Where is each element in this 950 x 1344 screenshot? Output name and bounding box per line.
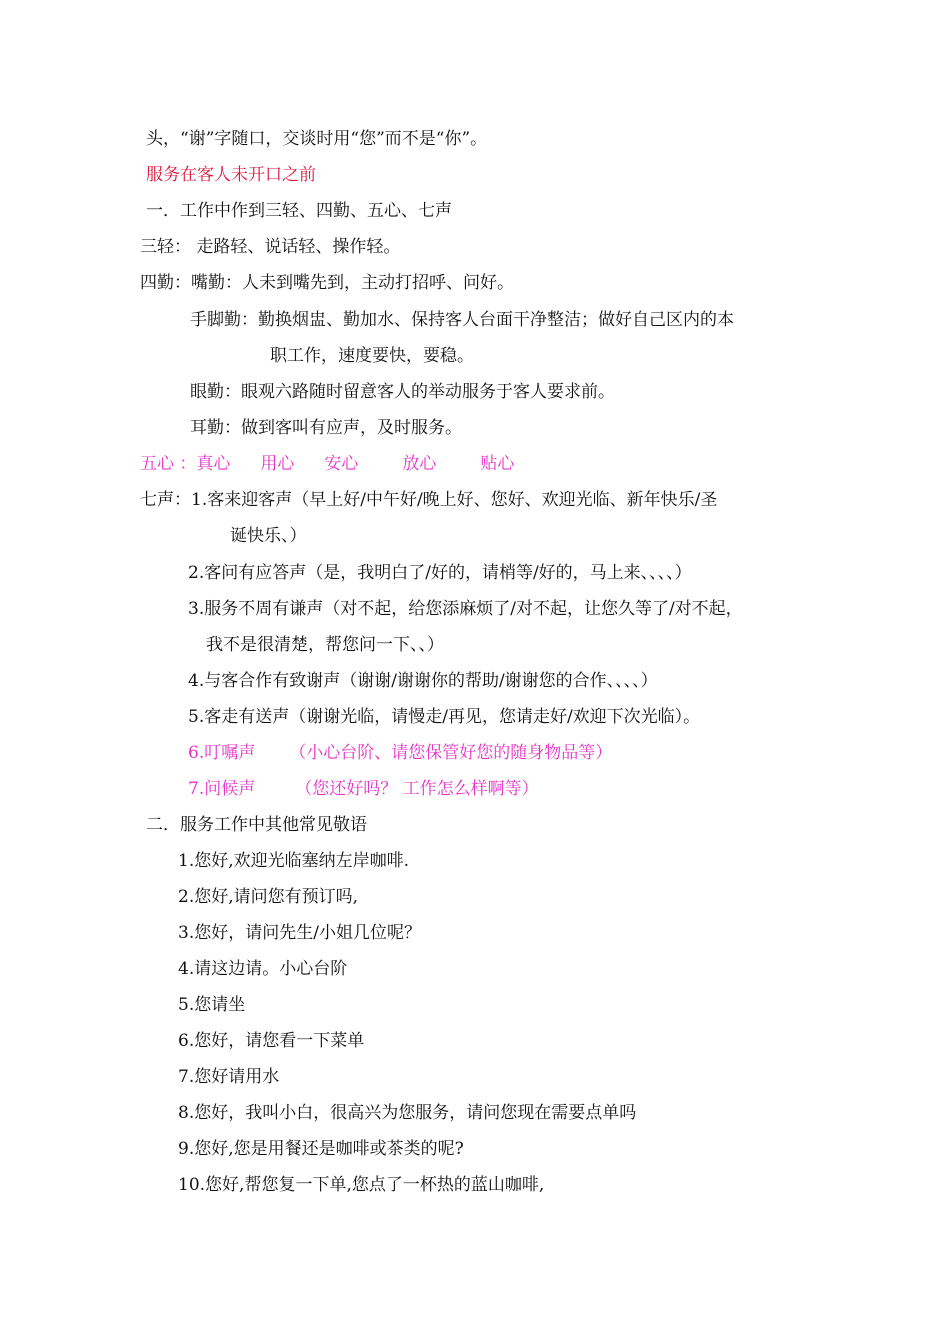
phrase-4: 4.请这边请。小心台阶 bbox=[178, 959, 348, 979]
heart-item-2: 用心 bbox=[260, 454, 295, 474]
seven-voices-6 bbox=[188, 742, 612, 764]
four-diligence-mouth: 四勤：嘴勤：人未到嘴先到，主动打招呼、问好。 bbox=[140, 273, 514, 293]
four-diligence-ears: 耳勤：做到客叫有应声，及时服务。 bbox=[190, 418, 462, 438]
four-diligence-hands: 手脚勤：勤换烟盅、勤加水、保持客人台面干净整洁；做好自己区内的本 bbox=[190, 310, 734, 330]
greeting-voice-text: （您还好吗？ 工作怎么样啊等） bbox=[295, 779, 539, 799]
heart-item-1: 真心 bbox=[196, 454, 231, 474]
phrase-8: 8.您好，我叫小白，很高兴为您服务，请问您现在需要点单吗 bbox=[178, 1103, 637, 1123]
five-hearts-line bbox=[140, 453, 514, 475]
seven-voices-7 bbox=[188, 778, 539, 800]
seven-voices-4: 4.与客合作有致谢声（谢谢/谢谢你的帮助/谢谢您的合作、、、、） bbox=[188, 671, 658, 691]
phrase-9: 9.您好,您是用餐还是咖啡或茶类的呢? bbox=[178, 1139, 464, 1159]
text-line-1: 头，“谢”字随口，交谈时用“您”而不是“你”。 bbox=[146, 129, 488, 149]
four-diligence-eyes: 眼勤：眼观六路随时留意客人的举动服务于客人要求前。 bbox=[190, 382, 615, 402]
heart-item-5: 贴心 bbox=[480, 454, 515, 474]
phrase-5: 5.您请坐 bbox=[178, 995, 246, 1015]
seven-voices-2: 2.客问有应答声（是，我明白了/好的，请梢等/好的，马上来、、、、） bbox=[188, 563, 692, 583]
section-heading-red: 服务在客人未开口之前 bbox=[146, 165, 316, 185]
phrase-10: 10.您好,帮您复一下单,您点了一杯热的蓝山咖啡, bbox=[178, 1175, 545, 1195]
seven-voices-1: 七声：1.客来迎客声（早上好/中午好/晚上好、您好、欢迎光临、新年快乐/圣 bbox=[140, 490, 718, 510]
three-light-line: 三轻： 走路轻、说话轻、操作轻。 bbox=[140, 237, 401, 257]
phrase-6: 6.您好，请您看一下菜单 bbox=[178, 1031, 365, 1051]
seven-voices-1-cont: 诞快乐、） bbox=[230, 526, 307, 546]
section-heading-1: 一．工作中作到三轻、四勤、五心、七声 bbox=[146, 201, 452, 221]
five-hearts-label: 五心 ： bbox=[140, 454, 197, 474]
phrase-3: 3.您好，请问先生/小姐几位呢？ bbox=[178, 923, 421, 943]
four-diligence-hands-cont: 职工作，速度要快，要稳。 bbox=[270, 346, 474, 366]
heart-item-4: 放心 bbox=[402, 454, 437, 474]
seven-voices-3-cont: 我不是很清楚，帮您问一下、、） bbox=[206, 635, 444, 655]
heart-item-3: 安心 bbox=[324, 454, 359, 474]
reminder-voice-text: （小心台阶、请您保管好您的随身物品等） bbox=[289, 743, 613, 763]
phrase-2: 2.您好,请问您有预订吗, bbox=[178, 887, 359, 907]
phrase-1: 1.您好,欢迎光临塞纳左岸咖啡. bbox=[178, 851, 410, 871]
phrase-7: 7.您好请用水 bbox=[178, 1067, 280, 1087]
section-heading-2: 二．服务工作中其他常见敬语 bbox=[146, 815, 367, 835]
seven-voices-5: 5.客走有送声（谢谢光临，请慢走/再见，您请走好/欢迎下次光临）。 bbox=[188, 707, 701, 727]
seven-voices-3: 3.服务不周有谦声（对不起，给您添麻烦了/对不起，让您久等了/对不起， bbox=[188, 599, 743, 619]
reminder-voice-label: 6.叮嘱声 bbox=[188, 743, 256, 763]
greeting-voice-label: 7.问候声 bbox=[188, 779, 256, 799]
